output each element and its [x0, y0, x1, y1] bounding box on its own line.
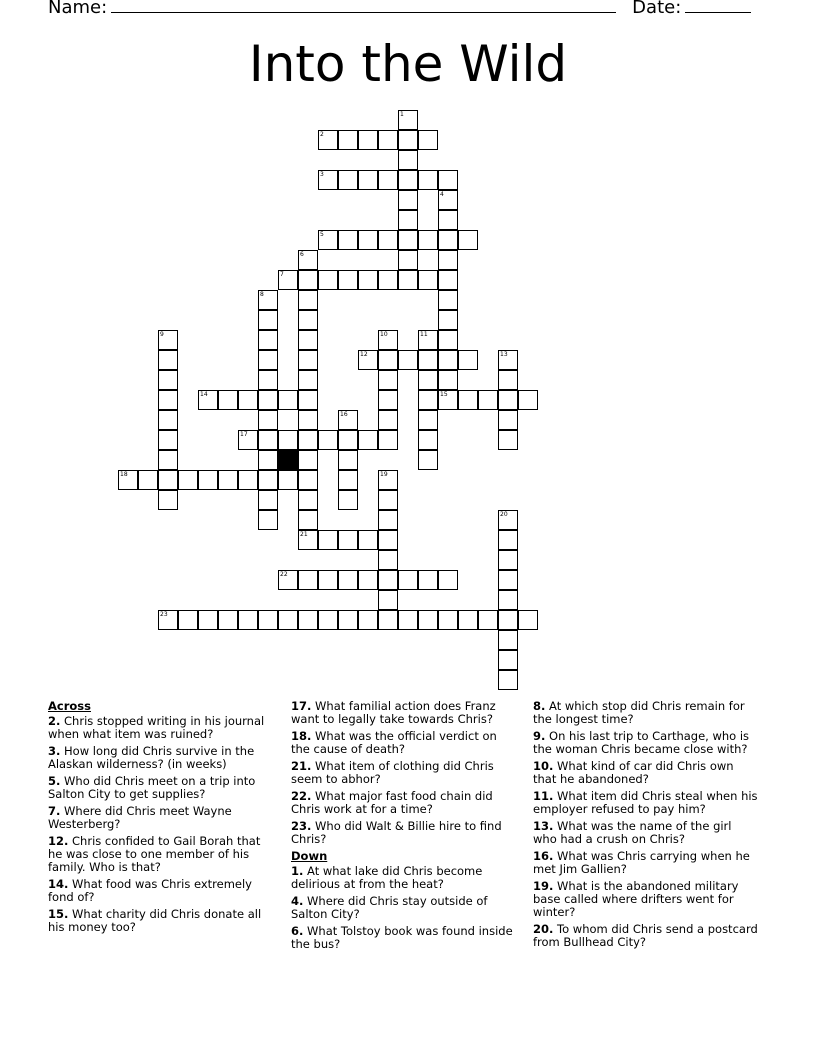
grid-cell[interactable]: [418, 430, 438, 450]
grid-cell[interactable]: [298, 270, 318, 290]
across-clue: [291, 820, 516, 846]
grid-cell[interactable]: [378, 430, 398, 450]
grid-cell[interactable]: [418, 450, 438, 470]
clue-text: Where did Chris stay outside of Salton City?: [291, 894, 488, 921]
clue-number: 13.: [533, 819, 554, 833]
clue-number: 18.: [291, 729, 312, 743]
name-label: Name:: [48, 0, 108, 18]
grid-cell[interactable]: [378, 530, 398, 550]
cell-number: 10: [380, 331, 388, 338]
grid-cell[interactable]: [238, 390, 258, 410]
grid-cell[interactable]: [278, 570, 298, 590]
grid-cell[interactable]: [298, 490, 318, 510]
across-clue: [291, 700, 516, 726]
down-clue: [533, 760, 758, 786]
grid-cell[interactable]: [238, 430, 258, 450]
clue-number: 15.: [48, 907, 69, 921]
grid-cell[interactable]: [378, 230, 398, 250]
grid-cell[interactable]: [438, 210, 458, 230]
grid-cell[interactable]: [278, 470, 298, 490]
cell-number: 19: [380, 471, 388, 478]
grid-cell[interactable]: [298, 530, 318, 550]
grid-cell[interactable]: [298, 330, 318, 350]
cell-number: 5: [320, 231, 324, 238]
grid-cell[interactable]: [378, 350, 398, 370]
clue-number: 22.: [291, 789, 312, 803]
grid-cell[interactable]: [358, 610, 378, 630]
clue-number: 9.: [533, 729, 546, 743]
grid-cell[interactable]: [378, 270, 398, 290]
clue-text: At which stop did Chris remain for the longest time?: [533, 699, 745, 726]
cell-number: 15: [440, 391, 448, 398]
cell-number: 2: [320, 131, 324, 138]
grid-cell[interactable]: [238, 470, 258, 490]
grid-cell[interactable]: [498, 430, 518, 450]
grid-cell[interactable]: [158, 370, 178, 390]
grid-cell[interactable]: [378, 550, 398, 570]
clue-column-1: [48, 700, 273, 938]
grid-cell[interactable]: [158, 450, 178, 470]
grid-cell[interactable]: [158, 470, 178, 490]
grid-cell[interactable]: [338, 410, 358, 430]
clue-text: Chris stopped writing in his journal when what item was ruined?: [48, 714, 265, 741]
grid-cell[interactable]: [418, 170, 438, 190]
grid-cell[interactable]: [338, 430, 358, 450]
grid-cell[interactable]: [398, 110, 418, 130]
grid-cell[interactable]: [398, 190, 418, 210]
grid-cell[interactable]: [438, 350, 458, 370]
grid-cell[interactable]: [398, 270, 418, 290]
grid-cell[interactable]: [318, 230, 338, 250]
clue-column-3: [533, 700, 758, 953]
grid-cell[interactable]: [358, 170, 378, 190]
across-clue: [48, 878, 273, 904]
grid-cell[interactable]: [378, 590, 398, 610]
grid-cell[interactable]: [298, 470, 318, 490]
across-heading: Across: [48, 699, 91, 713]
grid-cell[interactable]: [118, 470, 138, 490]
down-clue: [533, 820, 758, 846]
grid-cell[interactable]: [318, 530, 338, 550]
clue-number: 17.: [291, 699, 312, 713]
cell-number: 7: [280, 271, 284, 278]
clue-text: To whom did Chris send a postcard from Bullhead City?: [533, 922, 758, 949]
grid-cell[interactable]: [438, 310, 458, 330]
across-clue: [48, 715, 273, 741]
grid-cell[interactable]: [438, 190, 458, 210]
grid-cell[interactable]: [418, 390, 438, 410]
grid-cell[interactable]: [318, 430, 338, 450]
grid-cell[interactable]: [278, 390, 298, 410]
grid-cell[interactable]: [398, 150, 418, 170]
cell-number: 9: [160, 331, 164, 338]
grid-cell[interactable]: [418, 270, 438, 290]
grid-cell[interactable]: [298, 290, 318, 310]
cell-number: 1: [400, 111, 404, 118]
down-clue: [533, 923, 758, 949]
grid-cell[interactable]: [338, 610, 358, 630]
clue-text: What was the name of the girl who had a crush on Chris?: [533, 819, 732, 846]
clue-number: 20.: [533, 922, 554, 936]
grid-cell[interactable]: [418, 330, 438, 350]
grid-cell[interactable]: [278, 430, 298, 450]
cell-number: 8: [260, 291, 264, 298]
cell-number: 13: [500, 351, 508, 358]
grid-cell[interactable]: [198, 470, 218, 490]
clue-number: 1.: [291, 864, 304, 878]
clue-text: What Tolstoy book was found inside the bus?: [291, 924, 513, 951]
clue-text: What was Chris carrying when he met Jim Gallien?: [533, 849, 750, 876]
grid-cell[interactable]: [218, 470, 238, 490]
grid-cell[interactable]: [298, 610, 318, 630]
down-clue: [533, 790, 758, 816]
clue-number: 8.: [533, 699, 546, 713]
grid-cell[interactable]: [258, 410, 278, 430]
grid-cell[interactable]: [378, 410, 398, 430]
grid-cell[interactable]: [318, 270, 338, 290]
grid-cell[interactable]: [378, 610, 398, 630]
grid-cell[interactable]: [518, 390, 538, 410]
grid-cell[interactable]: [378, 470, 398, 490]
grid-cell[interactable]: [258, 610, 278, 630]
grid-cell[interactable]: [258, 450, 278, 470]
grid-cell[interactable]: [418, 570, 438, 590]
grid-cell[interactable]: [338, 170, 358, 190]
cell-number: 16: [340, 411, 348, 418]
clue-text: What charity did Chris donate all his money too?: [48, 907, 262, 934]
cell-number: 4: [440, 191, 444, 198]
clue-number: 3.: [48, 744, 61, 758]
grid-cell[interactable]: [498, 530, 518, 550]
grid-cell[interactable]: [378, 330, 398, 350]
grid-cell[interactable]: [158, 490, 178, 510]
cell-number: 6: [300, 251, 304, 258]
grid-cell[interactable]: [298, 310, 318, 330]
grid-cell[interactable]: [398, 170, 418, 190]
grid-cell[interactable]: [518, 610, 538, 630]
grid-cell[interactable]: [398, 210, 418, 230]
grid-cell[interactable]: [398, 250, 418, 270]
clue-text: What item of clothing did Chris seem to abhor?: [291, 759, 494, 786]
grid-cell[interactable]: [278, 610, 298, 630]
grid-cell[interactable]: [318, 610, 338, 630]
grid-cell[interactable]: [358, 350, 378, 370]
grid-cell[interactable]: [318, 570, 338, 590]
down-clue: [533, 730, 758, 756]
grid-cell[interactable]: [378, 570, 398, 590]
clue-number: 23.: [291, 819, 312, 833]
clue-text: What major fast food chain did Chris work at for a time?: [291, 789, 493, 816]
grid-cell[interactable]: [298, 350, 318, 370]
clue-number: 16.: [533, 849, 554, 863]
down-clue: [291, 895, 516, 921]
grid-cell[interactable]: [378, 390, 398, 410]
grid-cell[interactable]: [418, 370, 438, 390]
grid-cell[interactable]: [178, 610, 198, 630]
grid-cell[interactable]: [298, 510, 318, 530]
grid-cell[interactable]: [498, 550, 518, 570]
grid-cell[interactable]: [218, 610, 238, 630]
grid-cell[interactable]: [158, 410, 178, 430]
grid-cell[interactable]: [398, 130, 418, 150]
grid-cell[interactable]: [438, 230, 458, 250]
grid-cell[interactable]: [438, 250, 458, 270]
grid-cell[interactable]: [378, 170, 398, 190]
grid-cell[interactable]: [418, 610, 438, 630]
cell-number: 14: [200, 391, 208, 398]
grid-cell[interactable]: [218, 390, 238, 410]
grid-cell[interactable]: [158, 430, 178, 450]
grid-cell[interactable]: [498, 650, 518, 670]
grid-cell[interactable]: [398, 610, 418, 630]
clue-text: What kind of car did Chris own that he abandoned?: [533, 759, 734, 786]
clue-text: Who did Chris meet on a trip into Salton City to get supplies?: [48, 774, 256, 801]
grid-cell[interactable]: [198, 610, 218, 630]
clue-number: 7.: [48, 804, 61, 818]
grid-cell[interactable]: [498, 610, 518, 630]
across-clue: [48, 745, 273, 771]
grid-cell[interactable]: [258, 370, 278, 390]
grid-cell[interactable]: [498, 630, 518, 650]
grid-cell[interactable]: [298, 430, 318, 450]
down-clue: [533, 850, 758, 876]
grid-cell[interactable]: [198, 390, 218, 410]
grid-cell[interactable]: [478, 610, 498, 630]
grid-cell[interactable]: [258, 290, 278, 310]
cell-number: 22: [280, 571, 288, 578]
grid-cell[interactable]: [378, 510, 398, 530]
down-clue: [533, 700, 758, 726]
grid-cell[interactable]: [158, 350, 178, 370]
clue-text: Where did Chris meet Wayne Westerberg?: [48, 804, 232, 831]
grid-cell[interactable]: [338, 570, 358, 590]
clue-number: 6.: [291, 924, 304, 938]
grid-cell[interactable]: [258, 430, 278, 450]
across-clue: [291, 790, 516, 816]
grid-cell[interactable]: [498, 410, 518, 430]
grid-cell[interactable]: [338, 490, 358, 510]
grid-cell[interactable]: [298, 250, 318, 270]
grid-cell[interactable]: [338, 230, 358, 250]
grid-cell[interactable]: [478, 390, 498, 410]
clue-number: 14.: [48, 877, 69, 891]
grid-cell[interactable]: [338, 450, 358, 470]
cell-number: 20: [500, 511, 508, 518]
grid-cell[interactable]: [338, 130, 358, 150]
cell-number: 11: [420, 331, 428, 338]
clue-text: What was the official verdict on the cause of death?: [291, 729, 497, 756]
clue-number: 12.: [48, 834, 69, 848]
cell-number: 23: [160, 611, 168, 618]
grid-cell[interactable]: [298, 410, 318, 430]
grid-cell[interactable]: [438, 570, 458, 590]
grid-cell[interactable]: [498, 350, 518, 370]
grid-cell[interactable]: [358, 130, 378, 150]
blocked-cell: [278, 450, 298, 470]
across-clue: [48, 805, 273, 831]
grid-cell[interactable]: [438, 370, 458, 390]
grid-cell[interactable]: [258, 490, 278, 510]
grid-cell[interactable]: [438, 330, 458, 350]
clue-number: 21.: [291, 759, 312, 773]
grid-cell[interactable]: [438, 170, 458, 190]
down-clue: [533, 880, 758, 919]
down-clue: [291, 865, 516, 891]
grid-cell[interactable]: [358, 430, 378, 450]
grid-cell[interactable]: [498, 590, 518, 610]
grid-cell[interactable]: [258, 510, 278, 530]
grid-cell[interactable]: [258, 470, 278, 490]
grid-cell[interactable]: [438, 290, 458, 310]
down-heading: Down: [291, 849, 328, 863]
grid-cell[interactable]: [278, 270, 298, 290]
grid-cell[interactable]: [438, 390, 458, 410]
grid-cell[interactable]: [258, 390, 278, 410]
grid-cell[interactable]: [318, 130, 338, 150]
grid-cell[interactable]: [338, 530, 358, 550]
cell-number: 18: [120, 471, 128, 478]
clue-column-2: [291, 700, 516, 955]
clue-number: 2.: [48, 714, 61, 728]
clue-text: At what lake did Chris become delirious at from the heat?: [291, 864, 483, 891]
clue-text: On his last trip to Carthage, who is the woman Chris became close with?: [533, 729, 750, 756]
grid-cell[interactable]: [298, 390, 318, 410]
grid-cell[interactable]: [458, 230, 478, 250]
grid-cell[interactable]: [358, 570, 378, 590]
clue-text: Who did Walt & Billie hire to find Chris?: [291, 819, 502, 846]
grid-cell[interactable]: [458, 390, 478, 410]
grid-cell[interactable]: [498, 390, 518, 410]
cell-number: 17: [240, 431, 248, 438]
grid-cell[interactable]: [298, 450, 318, 470]
clue-number: 4.: [291, 894, 304, 908]
across-clue: [48, 908, 273, 934]
grid-cell[interactable]: [418, 350, 438, 370]
grid-cell[interactable]: [438, 270, 458, 290]
grid-cell[interactable]: [438, 610, 458, 630]
grid-cell[interactable]: [398, 350, 418, 370]
across-clue: [291, 760, 516, 786]
page-title: Into the Wild: [248, 35, 568, 93]
grid-cell[interactable]: [378, 490, 398, 510]
down-clue: [291, 925, 516, 951]
across-clue: [48, 835, 273, 874]
grid-cell[interactable]: [258, 350, 278, 370]
grid-cell[interactable]: [418, 130, 438, 150]
grid-cell[interactable]: [418, 230, 438, 250]
grid-cell[interactable]: [498, 510, 518, 530]
clue-number: 5.: [48, 774, 61, 788]
grid-cell[interactable]: [498, 370, 518, 390]
grid-cell[interactable]: [418, 410, 438, 430]
grid-cell[interactable]: [338, 470, 358, 490]
grid-cell[interactable]: [258, 330, 278, 350]
clue-text: Chris confided to Gail Borah that he was close to one member of his family. Who is that?: [48, 834, 261, 874]
grid-cell[interactable]: [358, 530, 378, 550]
grid-cell[interactable]: [378, 370, 398, 390]
grid-cell[interactable]: [298, 370, 318, 390]
cell-number: 21: [300, 531, 308, 538]
grid-cell[interactable]: [258, 310, 278, 330]
clue-text: What familial action does Franz want to legally take towards Chris?: [291, 699, 496, 726]
grid-cell[interactable]: [298, 570, 318, 590]
grid-cell[interactable]: [158, 330, 178, 350]
clue-number: 11.: [533, 789, 554, 803]
grid-cell[interactable]: [398, 230, 418, 250]
cell-number: 3: [320, 171, 324, 178]
grid-cell[interactable]: [398, 570, 418, 590]
grid-cell[interactable]: [158, 610, 178, 630]
grid-cell[interactable]: [158, 390, 178, 410]
grid-cell[interactable]: [238, 610, 258, 630]
across-clue: [291, 730, 516, 756]
grid-cell[interactable]: [318, 170, 338, 190]
grid-cell[interactable]: [358, 270, 378, 290]
cell-number: 12: [360, 351, 368, 358]
clue-text: How long did Chris survive in the Alaskan wilderness? (in weeks): [48, 744, 255, 771]
grid-cell[interactable]: [138, 470, 158, 490]
grid-cell[interactable]: [178, 470, 198, 490]
clue-text: What item did Chris steal when his employer refused to pay him?: [533, 789, 758, 816]
grid-cell[interactable]: [498, 670, 518, 690]
grid-cell[interactable]: [358, 230, 378, 250]
date-label: Date:: [632, 0, 682, 18]
clue-number: 10.: [533, 759, 554, 773]
grid-cell[interactable]: [498, 570, 518, 590]
across-clue: [48, 775, 273, 801]
clue-text: What is the abandoned military base called where drifters went for winter?: [533, 879, 739, 919]
grid-cell[interactable]: [458, 610, 478, 630]
grid-cell[interactable]: [458, 350, 478, 370]
clue-number: 19.: [533, 879, 554, 893]
grid-cell[interactable]: [338, 270, 358, 290]
grid-cell[interactable]: [378, 130, 398, 150]
clue-text: What food was Chris extremely fond of?: [48, 877, 252, 904]
